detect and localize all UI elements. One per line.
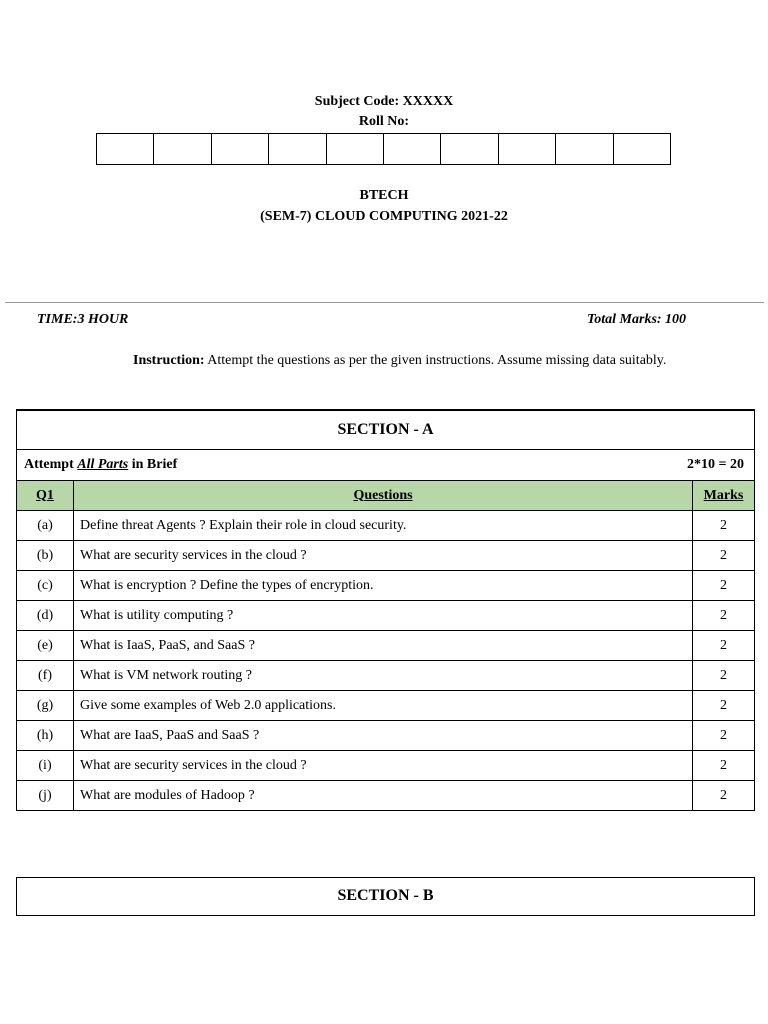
question-text: What is encryption ? Define the types of encryption. — [74, 571, 693, 601]
part-label: (e) — [17, 631, 74, 661]
course-title: (SEM-7) CLOUD COMPUTING 2021-22 — [260, 209, 508, 224]
roll-box[interactable] — [499, 134, 556, 164]
part-label: (i) — [17, 751, 74, 781]
table-row — [17, 631, 755, 661]
roll-box[interactable] — [327, 134, 384, 164]
roll-box[interactable] — [97, 134, 154, 164]
part-label: (h) — [17, 721, 74, 751]
question-marks: 2 — [693, 631, 755, 661]
question-marks: 2 — [693, 661, 755, 691]
attempt-row — [16, 449, 755, 481]
roll-box[interactable] — [556, 134, 613, 164]
roll-no-label: Roll No: — [358, 114, 410, 129]
roll-box[interactable] — [614, 134, 670, 164]
attempt-instruction — [24, 457, 177, 473]
table-row — [17, 601, 755, 631]
instruction-text: Attempt the questions as per the given instructions. Assume missing data suitably. — [204, 353, 667, 368]
table-row — [17, 511, 755, 541]
question-marks: 2 — [693, 511, 755, 541]
table-row — [17, 721, 755, 751]
question-text: What are modules of Hadoop ? — [74, 781, 693, 811]
roll-box[interactable] — [269, 134, 326, 164]
question-marks: 2 — [693, 721, 755, 751]
part-label: (b) — [17, 541, 74, 571]
section-a-title: SECTION - A — [337, 421, 434, 438]
question-text: What is IaaS, PaaS, and SaaS ? — [74, 631, 693, 661]
attempt-prefix: Attempt — [24, 457, 78, 472]
part-label: (j) — [17, 781, 74, 811]
table-row — [17, 691, 755, 721]
part-label: (d) — [17, 601, 74, 631]
question-text: What is VM network routing ? — [74, 661, 693, 691]
roll-box[interactable] — [384, 134, 441, 164]
section-b-title: SECTION - B — [337, 887, 434, 904]
table-row — [17, 751, 755, 781]
table-row — [17, 571, 755, 601]
instruction — [133, 353, 666, 369]
question-marks: 2 — [693, 751, 755, 781]
question-marks: 2 — [693, 601, 755, 631]
marks-formula: 2*10 = 20 — [687, 457, 744, 472]
roll-box[interactable] — [212, 134, 269, 164]
question-text: Define threat Agents ? Explain their role in cloud security. — [74, 511, 693, 541]
roll-box[interactable] — [441, 134, 498, 164]
roll-box[interactable] — [154, 134, 211, 164]
questions-table — [16, 480, 755, 811]
program-title: BTECH — [359, 188, 409, 203]
table-header-row — [17, 481, 755, 511]
header-marks: Marks — [693, 481, 755, 511]
table-row — [17, 661, 755, 691]
question-text: What are IaaS, PaaS and SaaS ? — [74, 721, 693, 751]
part-label: (g) — [17, 691, 74, 721]
total-marks: Total Marks: 100 — [587, 312, 687, 327]
part-label: (c) — [17, 571, 74, 601]
exam-time: TIME:3 HOUR — [37, 312, 129, 327]
question-text: What are security services in the cloud ? — [74, 751, 693, 781]
table-row — [17, 781, 755, 811]
question-marks: 2 — [693, 691, 755, 721]
header-questions: Questions — [74, 481, 693, 511]
attempt-suffix: in Brief — [128, 457, 178, 472]
roll-number-boxes — [96, 133, 671, 165]
question-text: What is utility computing ? — [74, 601, 693, 631]
attempt-emphasis: All Parts — [77, 457, 129, 472]
part-label: (a) — [17, 511, 74, 541]
header-q: Q1 — [17, 481, 74, 511]
section-a-header — [16, 409, 755, 450]
question-text: What are security services in the cloud ? — [74, 541, 693, 571]
instruction-label: Instruction: — [133, 353, 205, 368]
question-marks: 2 — [693, 541, 755, 571]
divider — [5, 302, 764, 303]
question-marks: 2 — [693, 781, 755, 811]
part-label: (f) — [17, 661, 74, 691]
subject-code: Subject Code: XXXXX — [314, 94, 454, 109]
question-text: Give some examples of Web 2.0 applications. — [74, 691, 693, 721]
section-b-header — [16, 877, 755, 916]
question-marks: 2 — [693, 571, 755, 601]
table-row — [17, 541, 755, 571]
